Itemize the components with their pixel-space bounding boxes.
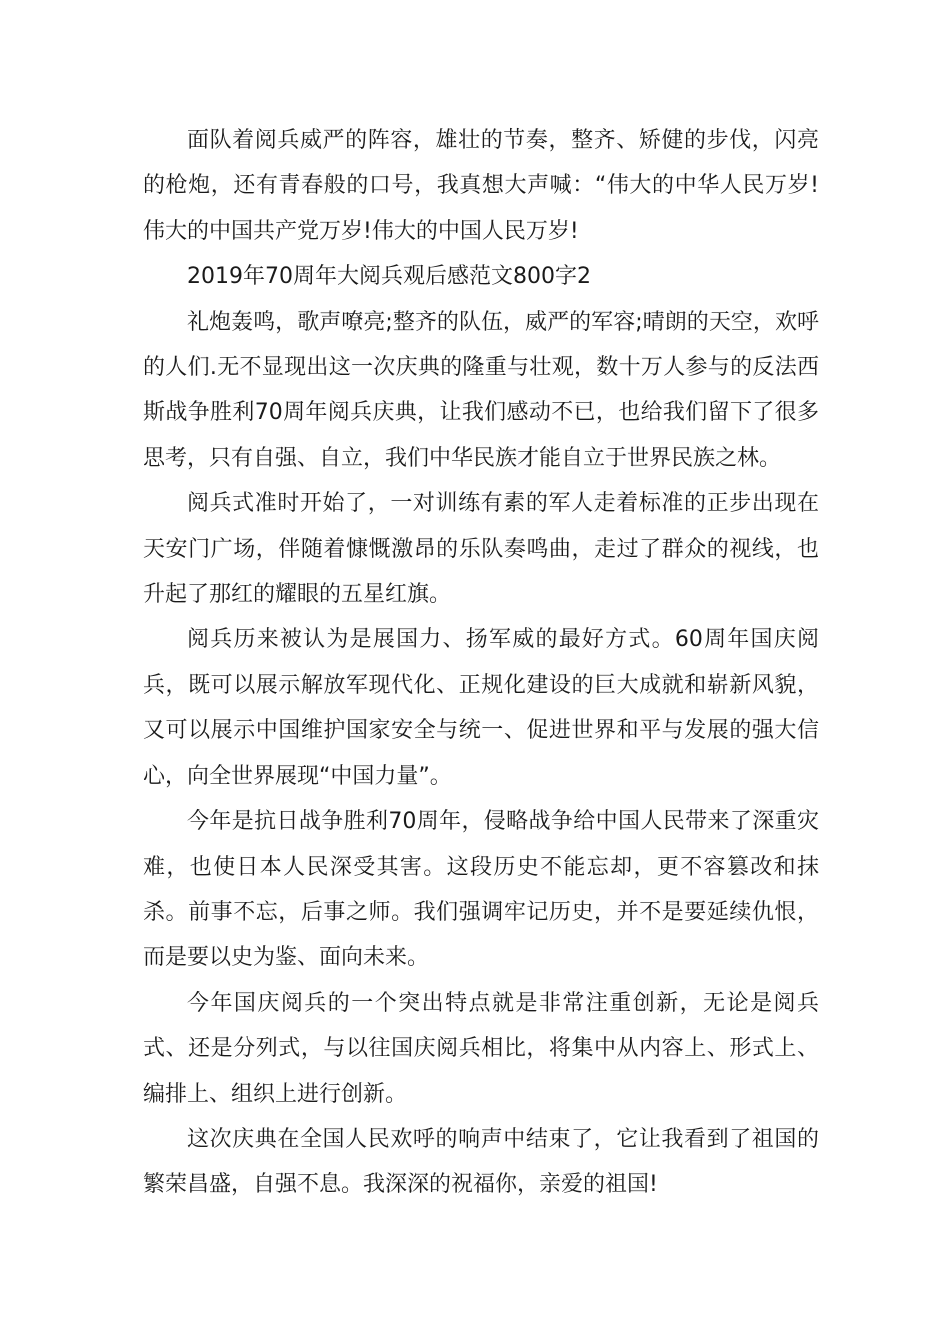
paragraph-history: 今年是抗日战争胜利70周年，侵略战争给中国人民带来了深重灾难，也使日本人民深受其害。这段历史不能忘却，更不容篡改和抹杀。前事不忘，后事之师。我们强调牢记历史，并不是要延续仇恨，而是要以史为鉴、面向未来。	[143, 809, 819, 971]
document-body	[143, 118, 819, 1208]
paragraph-salute: 礼炮轰鸣，歌声嘹亮;整齐的队伍，威严的军容;晴朗的天空，欢呼的人们.无不显现出这一次庆典的隆重与壮观，数十万人参与的反法西斯战争胜利70周年阅兵庆典，让我们感动不已，也给我们留下了很多思考，只有自强、自立，我们中华民族才能自立于世界民族之林。	[143, 309, 819, 471]
paragraph-parade-cheer: 面队着阅兵威严的阵容，雄壮的节奏，整齐、矫健的步伐，闪亮的枪炮，还有青春般的口号，我真想大声喊：“伟大的中华人民万岁!伟大的中国共产党万岁!伟大的中国人民万岁!	[143, 128, 819, 244]
paragraph-closing: 这次庆典在全国人民欢呼的响声中结束了，它让我看到了祖国的繁荣昌盛，自强不息。我深深的祝福你，亲爱的祖国!	[143, 1126, 819, 1198]
section-heading: 2019年70周年大阅兵观后感范文800字2	[187, 264, 591, 290]
paragraph-innovation: 今年国庆阅兵的一个突出特点就是非常注重创新，无论是阅兵式、还是分列式，与以往国庆阅兵相比，将集中从内容上、形式上、编排上、组织上进行创新。	[143, 990, 819, 1107]
paragraph-national-strength: 阅兵历来被认为是展国力、扬军威的最好方式。60周年国庆阅兵，既可以展示解放军现代化、正规化建设的巨大成就和崭新风貌，又可以展示中国维护国家安全与统一、促进世界和平与发展的强大信心，向全世界展现“中国力量”。	[143, 627, 819, 789]
paragraph-ceremony-start: 阅兵式准时开始了，一对训练有素的军人走着标准的正步出现在天安门广场，伴随着慷慨激昂的乐队奏鸣曲，走过了群众的视线，也升起了那红的耀眼的五星红旗。	[143, 491, 819, 608]
